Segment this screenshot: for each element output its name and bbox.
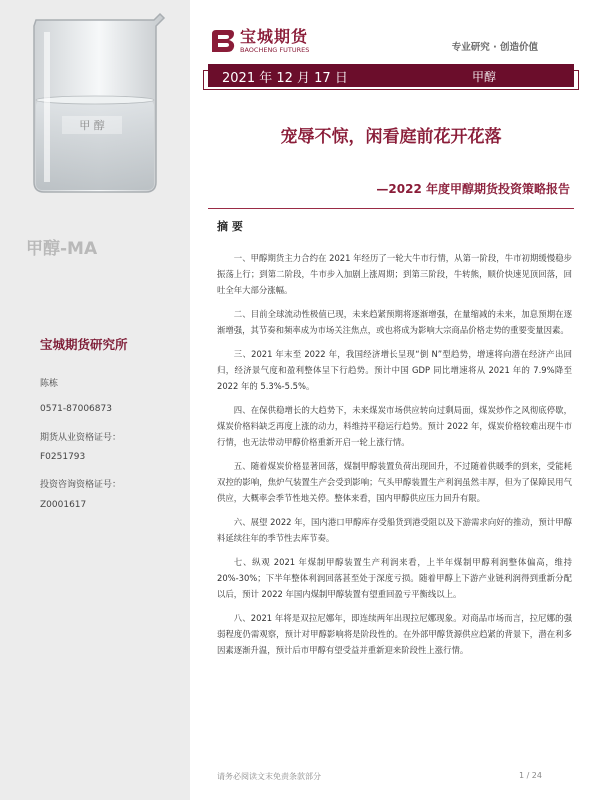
abstract-heading: 摘 要 — [217, 220, 243, 233]
report-title: 宠辱不惊，闲看庭前花开花落 — [280, 127, 502, 147]
sidebar — [0, 0, 190, 800]
banner-product: 甲醇 — [471, 70, 496, 84]
abstract-paragraph: 三、2021 年末至 2022 年，我国经济增长呈现“倒 N”型趋势，增速将向潜在经济产出回归，经济景气度和盈利整体呈下行趋势。预计中国 GDP 同比增速将从 2021 年的 7.9%降至 2022 年的 5.3%-5.5%。 — [217, 349, 572, 391]
abstract-paragraph: 一、甲醇期货主力合约在 2021 年经历了一轮大牛市行情，从第一阶段，牛市初期缓慢稳步振荡上行；到第二阶段，牛市步入加剧上涨周期；到第三阶段，牛转熊，顺价快速见顶回落，回吐全年大部分涨幅。 — [217, 253, 572, 295]
logo-icon — [210, 28, 236, 54]
report-subtitle: —2022 年度甲醇期货投资策略报告 — [376, 182, 570, 196]
slogan: 专业研究 · 创造价值 — [451, 42, 538, 53]
abstract-paragraph: 八、2021 年将是双拉尼娜年，即连续两年出现拉尼娜现象。对商品市场而言，拉尼娜的强弱程度仍需观察，预计对甲醇影响将是阶段性的。在外部甲醇货源供应趋紧的背景下，潜在利多因素逐渐升温，预计后市甲醇有望受益并重新迎来阶段性上涨行情。 — [217, 613, 572, 655]
product-ticker: 甲醇-MA — [26, 239, 98, 259]
abstract-paragraph: 七、纵观 2021 年煤制甲醇装置生产利润来看，上半年煤制甲醇利润整体偏高，维持 20%-30%；下半年整体利润回落甚至处于深度亏损。随着甲醇上下游产业链利润得到重新分配以后，预计 2022 年国内煤制甲醇装置有望重回盈亏平衡线以上。 — [217, 557, 572, 599]
analyst-name: 陈栋 — [40, 379, 59, 389]
report-date: 2021 年 12 月 17 日 — [222, 71, 348, 86]
futures-license-label: 期货从业资格证号： — [40, 433, 122, 443]
logo-chinese-text: 宝城期货 — [240, 27, 309, 46]
logo-english-text: BAOCHENG FUTURES — [240, 46, 310, 54]
beaker-image — [14, 12, 174, 197]
abstract-paragraph: 五、随着煤炭价格显著回落，煤制甲醇装置负荷出现回升，不过随着供暖季的到来，受能耗双控的影响，焦炉气装置生产会受到影响；气头甲醇装置生产利润虽然丰厚，但为了保障民用气供应，大概率会季节性地关停。整体来看，国内甲醇供应压力回升有限。 — [217, 461, 572, 503]
abstract-paragraph: 二、目前全球流动性极值已现，未来趋紧预期将逐渐增强，在量缩减的未来，加息预期在逐渐增强，其节奏和频率成为市场关注焦点，或也将成为影响大宗商品价格走势的重要变量因素。 — [217, 309, 572, 335]
advisory-license-label: 投资咨询资格证号： — [40, 480, 122, 490]
company-logo — [210, 24, 309, 58]
advisory-license-number: Z0001617 — [40, 500, 87, 510]
analyst-phone: 0571-87006873 — [40, 404, 112, 414]
abstract-body — [217, 250, 572, 666]
disclaimer-note: 请务必阅读文末免责条款部分 — [217, 772, 321, 781]
beaker-label: 甲 醇 — [79, 119, 105, 132]
abstract-paragraph: 六、展望 2022 年，国内港口甲醇库存受船货到港受阻以及下游需求向好的推动，预计甲醇料延续往年的季节性去库节奏。 — [217, 517, 572, 543]
page-number: 1 / 24 — [518, 771, 542, 780]
date-banner — [208, 64, 574, 87]
institute-name: 宝城期货研究所 — [40, 337, 128, 352]
title-divider — [208, 208, 574, 209]
futures-license-number: F0251793 — [40, 452, 86, 462]
abstract-paragraph: 四、在保供稳增长的大趋势下，未来煤炭市场供应转向过剩局面，煤炭炒作之风彻底停歇，煤炭价格料缺乏再度上涨的动力，料维持平稳运行趋势。预计 2022 年，煤炭价格较难出现牛市行情，也无法带动甲醇价格重新开启一轮上涨行情。 — [217, 405, 572, 447]
